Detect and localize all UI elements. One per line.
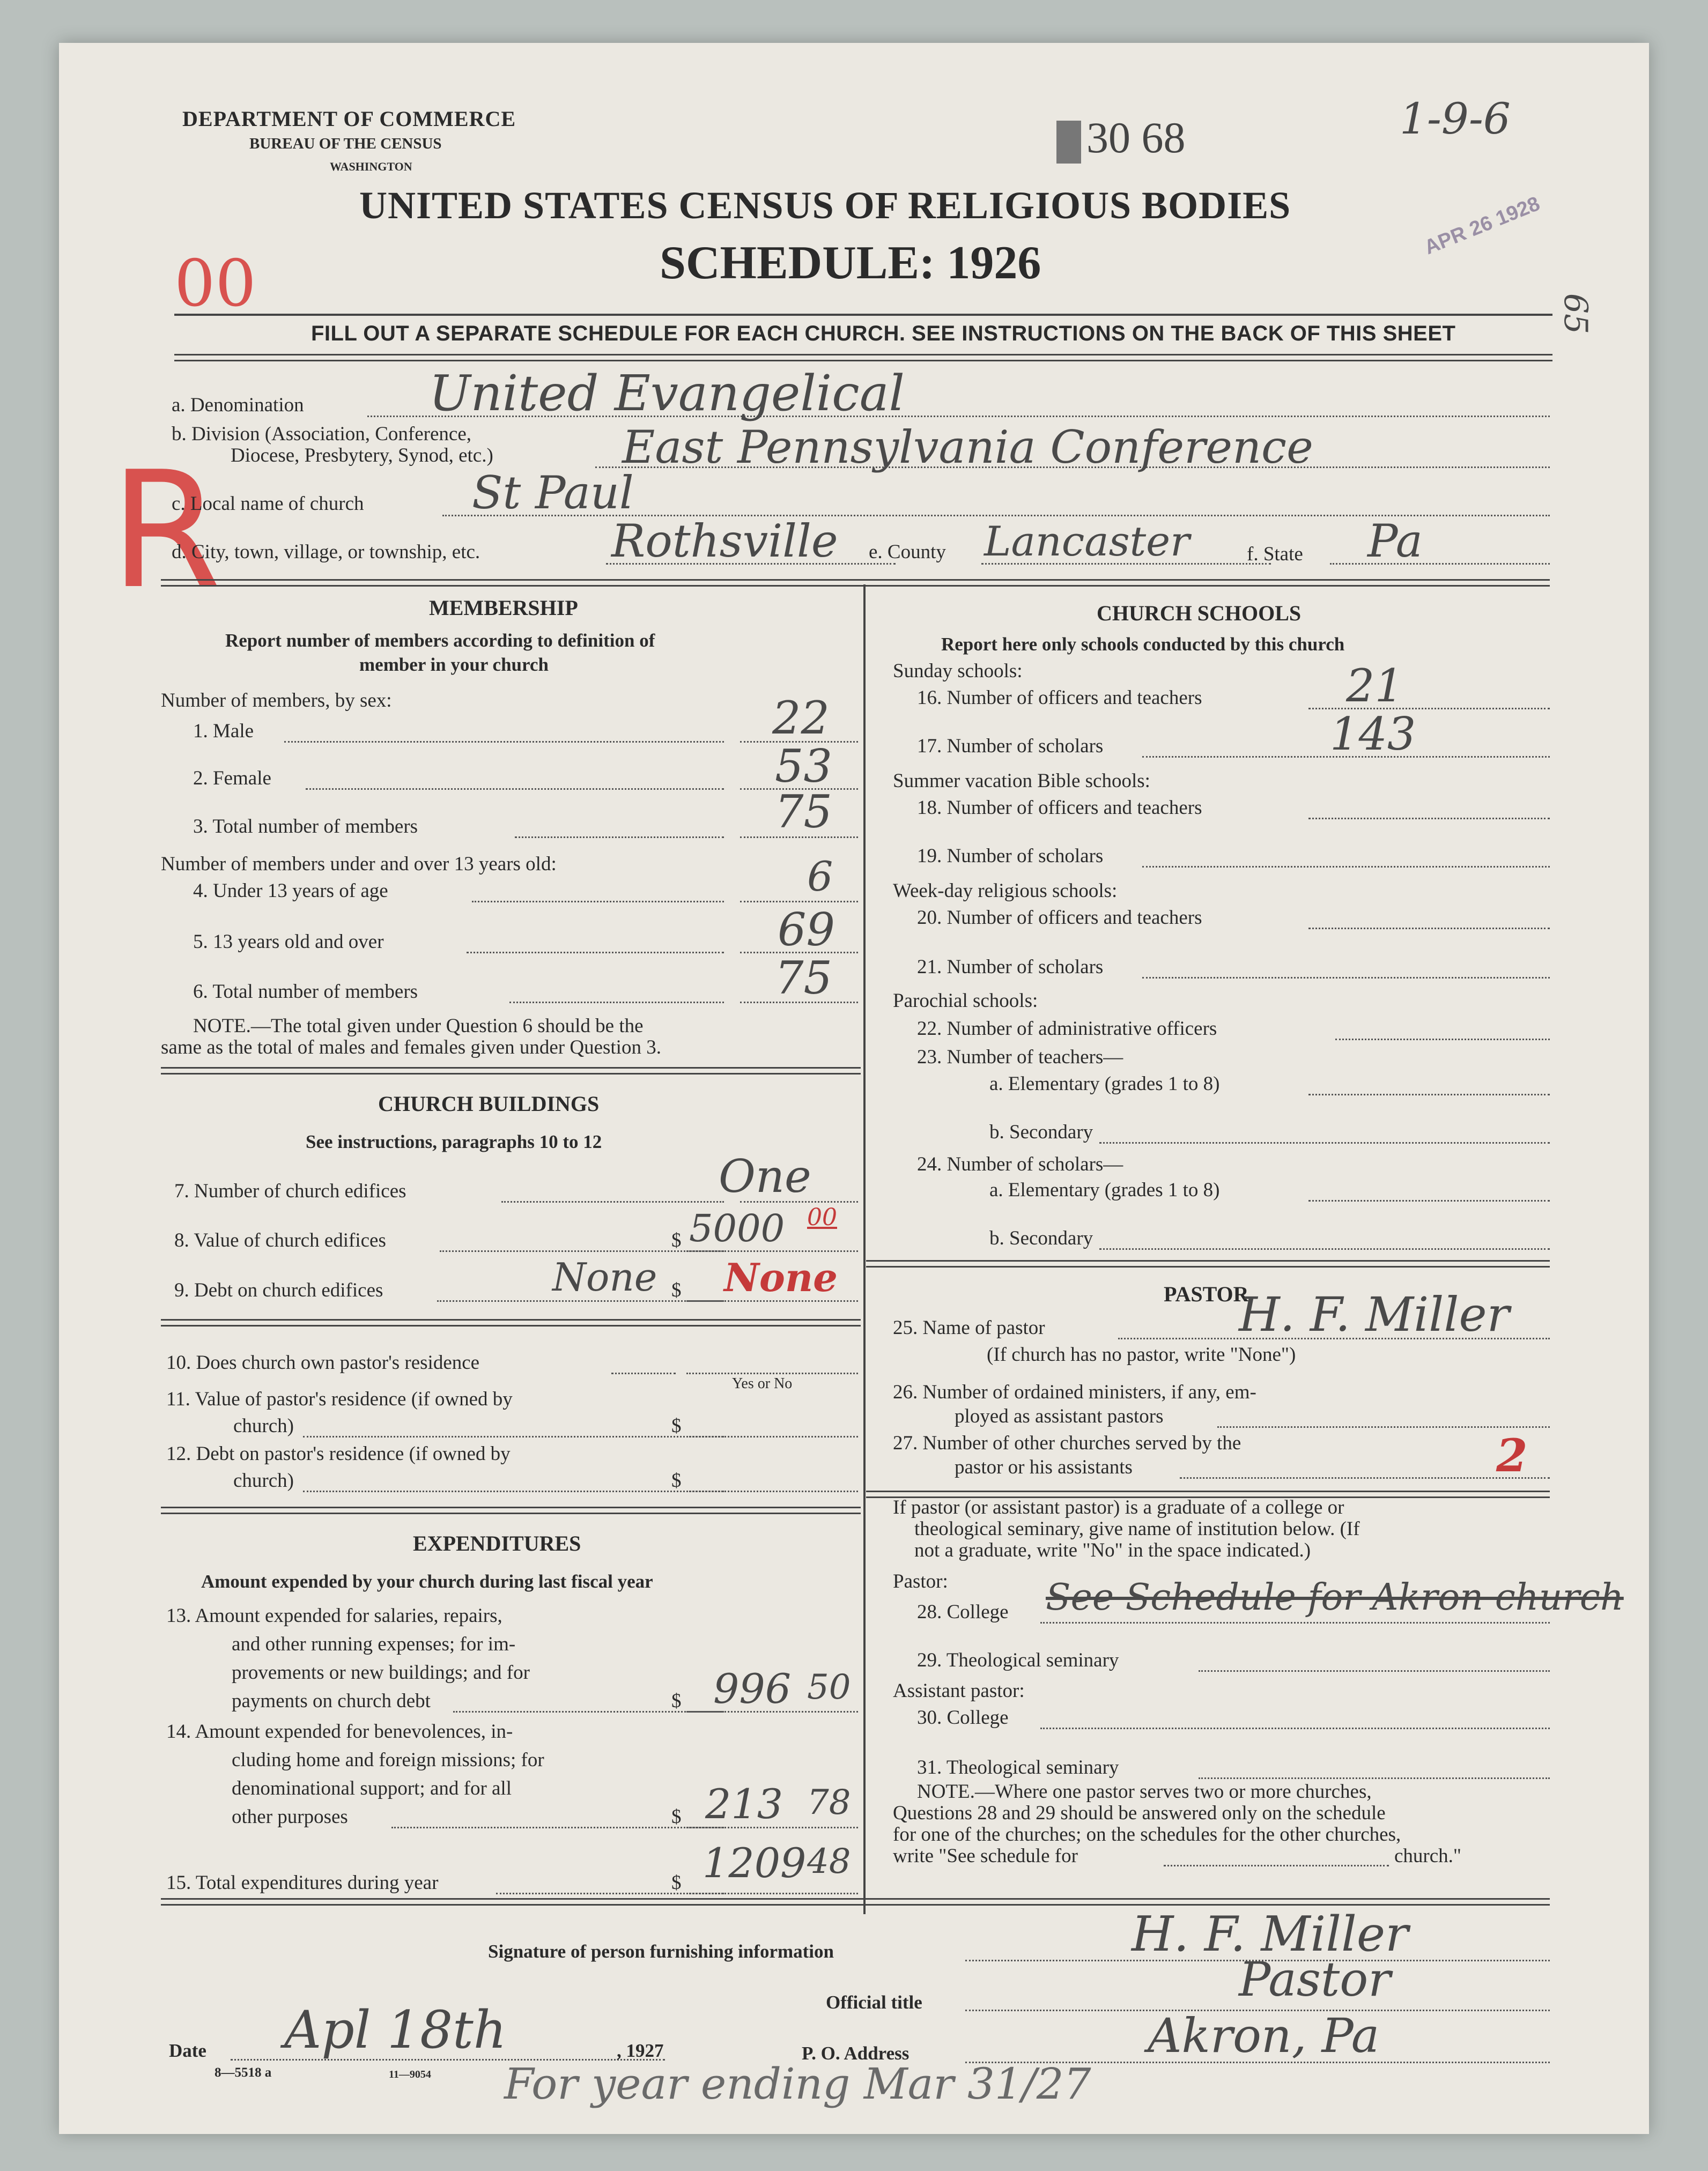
q6-value[interactable]: 75: [775, 952, 832, 1004]
city-label: d. City, town, village, or township, etc.: [172, 541, 480, 563]
q1-value[interactable]: 22: [772, 692, 830, 744]
expenditures-intro: Amount expended by your church during last fiscal year: [201, 1571, 653, 1592]
q13-label-3: provements or new buildings; and for: [232, 1662, 530, 1684]
q8-value[interactable]: 5000: [689, 1206, 785, 1250]
membership-intro-2: member in your church: [359, 654, 549, 675]
form-number: 8—5518 a: [215, 2065, 272, 2080]
red-mark-00: 00: [174, 247, 256, 321]
official-title-value[interactable]: Pastor: [1239, 1952, 1391, 2007]
q20-label: 20. Number of officers and teachers: [917, 907, 1202, 929]
q8-label: 8. Value of church edifices: [174, 1229, 386, 1251]
q23a-label: a. Elementary (grades 1 to 8): [989, 1073, 1220, 1095]
q2-label: 2. Female: [193, 767, 271, 789]
city-value[interactable]: Rothsville: [611, 515, 838, 567]
q15-label: 15. Total expenditures during year: [166, 1872, 439, 1894]
q13-dollar: $: [671, 1690, 682, 1712]
local-name-label: c. Local name of church: [172, 493, 364, 515]
state-label: f. State: [1247, 543, 1303, 565]
q11-label: 11. Value of pastor's residence (if owned by: [166, 1388, 513, 1410]
q14-label-2: cluding home and foreign missions; for: [232, 1749, 544, 1771]
q9-dollar: $: [671, 1279, 682, 1301]
membership-note-2: same as the total of males and females given under Question 3.: [161, 1036, 661, 1058]
summer-schools-label: Summer vacation Bible schools:: [893, 770, 1150, 792]
q14-label: 14. Amount expended for benevolences, in-: [166, 1721, 513, 1743]
q21-label: 21. Number of scholars: [917, 956, 1104, 978]
q16-value[interactable]: 21: [1346, 660, 1403, 712]
pastor-note-5: church.": [1394, 1845, 1462, 1867]
q13-cents[interactable]: 50: [807, 1668, 851, 1707]
q18-label: 18. Number of officers and teachers: [917, 797, 1202, 819]
separate-schedule-instruction: FILL OUT A SEPARATE SCHEDULE FOR EACH CHURCH. SEE INSTRUCTIONS ON THE BACK OF THIS SHEET: [311, 322, 1456, 345]
q11-dollar: $: [671, 1415, 682, 1437]
pastor-subheading: Pastor:: [893, 1570, 948, 1592]
q12-dollar: $: [671, 1470, 682, 1492]
denomination-value[interactable]: United Evangelical: [429, 365, 905, 422]
weekday-schools-label: Week-day religious schools:: [893, 880, 1118, 902]
date-year: , 1927: [617, 2040, 664, 2061]
pastor-note-4: write "See schedule for: [893, 1845, 1078, 1867]
pastor-note: NOTE.—Where one pastor serves two or more churches,: [917, 1781, 1372, 1803]
buildings-intro: See instructions, paragraphs 10 to 12: [306, 1131, 602, 1152]
parochial-schools-label: Parochial schools:: [893, 990, 1038, 1012]
church-schools-heading: CHURCH SCHOOLS: [1097, 601, 1302, 625]
q15-value[interactable]: 1209: [703, 1839, 807, 1887]
division-label: b. Division (Association, Conference,: [172, 423, 471, 445]
q24-label: 24. Number of scholars—: [917, 1153, 1123, 1175]
membership-note: NOTE.—The total given under Question 6 should be the: [193, 1015, 644, 1037]
q17-label: 17. Number of scholars: [917, 735, 1104, 757]
q3-value[interactable]: 75: [775, 786, 832, 838]
year-ending-note: For year ending Mar 31/27: [504, 2059, 1091, 2109]
graduate-instruction: If pastor (or assistant pastor) is a graduate of a college or: [893, 1496, 1344, 1518]
assistant-pastor-subheading: Assistant pastor:: [893, 1680, 1025, 1702]
q22-label: 22. Number of administrative officers: [917, 1018, 1217, 1040]
county-value[interactable]: Lancaster: [984, 517, 1190, 565]
q15-dollar: $: [671, 1872, 682, 1894]
q4-label: 4. Under 13 years of age: [193, 880, 388, 902]
date-label: Date: [169, 2040, 206, 2061]
q5-value[interactable]: 69: [778, 903, 835, 956]
q14-cents[interactable]: 78: [807, 1783, 851, 1822]
stamp-number: [1056, 113, 1186, 164]
q14-label-4: other purposes: [232, 1806, 348, 1828]
division-value[interactable]: East Pennsylvania Conference: [622, 421, 1313, 473]
q5-label: 5. 13 years old and over: [193, 931, 384, 953]
q29-label: 29. Theological seminary: [917, 1649, 1119, 1671]
print-number: 11—9054: [389, 2069, 431, 2080]
graduate-instruction-2: theological seminary, give name of institution below. (If: [914, 1518, 1360, 1540]
membership-heading: MEMBERSHIP: [429, 596, 578, 620]
members-by-sex-label: Number of members, by sex:: [161, 690, 392, 712]
corner-note: 1-9-6: [1400, 94, 1511, 144]
schools-intro: Report here only schools conducted by this church: [941, 634, 1345, 655]
official-title-label: Official title: [826, 1992, 922, 2013]
red-letter-r: R: [110, 437, 222, 624]
q25-note: (If church has no pastor, write "None"): [987, 1344, 1296, 1366]
census-schedule-sheet: [59, 43, 1649, 2134]
date-value[interactable]: Apl 18th: [284, 2000, 507, 2060]
signature-label: Signature of person furnishing information: [488, 1941, 834, 1962]
q9-red-value[interactable]: None: [724, 1255, 838, 1300]
po-address-value[interactable]: Akron, Pa: [1148, 2008, 1380, 2063]
q16-label: 16. Number of officers and teachers: [917, 687, 1202, 709]
side-note: 65: [1557, 293, 1595, 335]
q14-label-3: denominational support; and for all: [232, 1777, 512, 1799]
q10-label: 10. Does church own pastor's residence: [166, 1352, 480, 1374]
q14-dollar: $: [671, 1806, 682, 1828]
q1-label: 1. Male: [193, 720, 254, 742]
q31-label: 31. Theological seminary: [917, 1757, 1119, 1779]
q25-value[interactable]: H. F. Miller: [1239, 1287, 1510, 1342]
q12-label-2: church): [233, 1470, 294, 1492]
state-value[interactable]: Pa: [1367, 515, 1423, 567]
q6-label: 6. Total number of members: [193, 981, 418, 1003]
q2-value[interactable]: 53: [775, 740, 832, 792]
church-buildings-heading: CHURCH BUILDINGS: [378, 1092, 600, 1116]
department-name: DEPARTMENT OF COMMERCE: [182, 107, 516, 131]
q7-value[interactable]: One: [719, 1150, 811, 1203]
form-title: UNITED STATES CENSUS OF RELIGIOUS BODIES: [359, 184, 1291, 227]
q26-label-2: ployed as assistant pastors: [955, 1405, 1164, 1427]
q25-label: 25. Name of pastor: [893, 1317, 1045, 1339]
bureau-name: BUREAU OF THE CENSUS: [249, 135, 442, 152]
signature-value[interactable]: H. F. Miller: [1132, 1906, 1409, 1962]
sunday-schools-label: Sunday schools:: [893, 660, 1023, 682]
pastor-heading: PASTOR: [1164, 1282, 1249, 1306]
bureau-city: WASHINGTON: [330, 160, 412, 173]
q4-value[interactable]: 6: [807, 853, 833, 900]
expenditures-heading: EXPENDITURES: [413, 1531, 581, 1555]
q27-label-2: pastor or his assistants: [955, 1456, 1133, 1478]
q12-label: 12. Debt on pastor's residence (if owned by: [166, 1443, 511, 1465]
division-label-2: Diocese, Presbytery, Synod, etc.): [231, 444, 493, 466]
q8-cents[interactable]: 00: [807, 1204, 837, 1231]
q8-dollar: $: [671, 1229, 682, 1251]
q24b-label: b. Secondary: [989, 1227, 1093, 1249]
membership-intro: Report number of members according to definition of: [225, 630, 655, 651]
denomination-label: a. Denomination: [172, 394, 304, 416]
yes-no-hint: Yes or No: [732, 1375, 793, 1392]
q15-cents[interactable]: 48: [807, 1842, 851, 1881]
pastor-note-2: Questions 28 and 29 should be answered only on the schedule: [893, 1802, 1386, 1824]
q3-label: 3. Total number of members: [193, 816, 418, 838]
q17-value[interactable]: 143: [1330, 708, 1416, 760]
q7-label: 7. Number of church edifices: [174, 1180, 406, 1202]
graduate-instruction-3: not a graduate, write "No" in the space indicated.): [914, 1539, 1311, 1561]
q13-label-2: and other running expenses; for im-: [232, 1633, 516, 1655]
q19-label: 19. Number of scholars: [917, 845, 1104, 867]
county-label: e. County: [869, 541, 946, 563]
q14-value[interactable]: 213: [705, 1780, 783, 1828]
pastor-note-3: for one of the churches; on the schedules for the other churches,: [893, 1824, 1401, 1846]
q13-value[interactable]: 996: [713, 1665, 792, 1713]
q27-value[interactable]: 2: [1496, 1429, 1528, 1482]
q13-label: 13. Amount expended for salaries, repairs,: [166, 1605, 502, 1627]
q13-label-4: payments on church debt: [232, 1690, 431, 1712]
q28-value[interactable]: See Schedule for Akron church: [1046, 1576, 1624, 1619]
q26-label: 26. Number of ordained ministers, if any, em-: [893, 1381, 1256, 1403]
q28-label: 28. College: [917, 1601, 1009, 1623]
local-name-value[interactable]: St Paul: [472, 466, 634, 519]
q30-label: 30. College: [917, 1707, 1009, 1729]
schedule-year: SCHEDULE: 1926: [660, 237, 1041, 289]
q11-label-2: church): [233, 1415, 294, 1437]
stamp-block-icon: [1056, 121, 1081, 164]
po-address-label: P. O. Address: [802, 2043, 910, 2064]
stamp-number-text: 30 68: [1086, 113, 1186, 162]
q9-value[interactable]: None: [552, 1255, 657, 1300]
q23b-label: b. Secondary: [989, 1121, 1093, 1143]
q9-label: 9. Debt on church edifices: [174, 1279, 383, 1301]
q27-label: 27. Number of other churches served by the: [893, 1432, 1241, 1454]
date-received-stamp: APR 26 1928: [1421, 192, 1543, 260]
q24a-label: a. Elementary (grades 1 to 8): [989, 1179, 1220, 1201]
q23-label: 23. Number of teachers—: [917, 1046, 1123, 1068]
members-by-age-label: Number of members under and over 13 years old:: [161, 853, 557, 875]
